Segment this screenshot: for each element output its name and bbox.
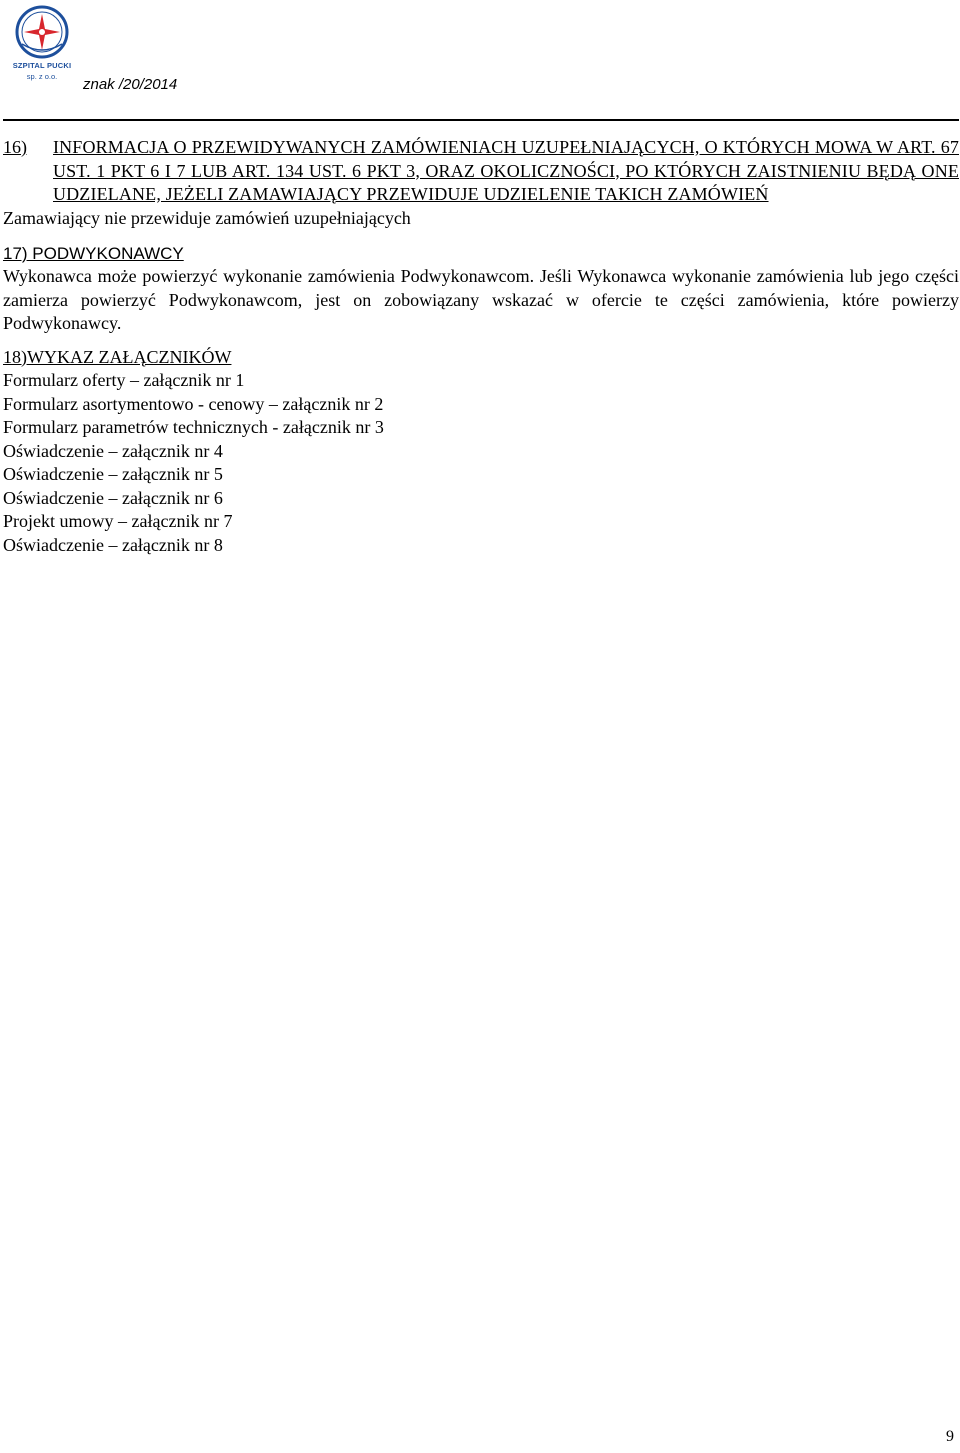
document-body (3, 136, 959, 557)
section-16-title: INFORMACJA O PRZEWIDYWANYCH ZAMÓWIENIACH UZUPEŁNIAJĄCYCH, O KTÓRYCH MOWA W ART. 67 UST. 1 PKT 6 I 7 LUB ART. 134 UST. 6 PKT 3, ORAZ OKOLICZNOŚCI, PO KTÓRYCH ZAISTNIENIU BĘDĄ ONE UDZIELANE, JEŻELI ZAMAWIAJĄCY PRZEWIDUJE UDZIELENIE TAKICH ZAMÓWIEŃ (53, 137, 959, 204)
list-item: Projekt umowy – załącznik nr 7 (3, 511, 233, 531)
list-item: Oświadczenie – załącznik nr 6 (3, 487, 223, 508)
logo-subtitle: sp. z o.o. (26, 72, 58, 81)
attachments-list (3, 369, 959, 557)
section-17-body: Wykonawca może powierzyć wykonanie zamówienia Podwykonawcom. Jeśli Wykonawca wykonanie zamówienia lub jego części zamierza powierzyć Podwykonawcom, jest on zobowiązany wskazać w ofercie te części zamówienia, które powierzy Podwykonawcy. (3, 266, 959, 333)
section-16-number: 16) (3, 137, 27, 157)
reference-number: znak /20/2014 (83, 76, 178, 93)
section-16-heading (3, 136, 959, 207)
page-number: 9 (946, 1428, 954, 1445)
section-17-heading: 17) PODWYKONAWCY (3, 244, 184, 263)
header-divider (3, 119, 959, 121)
section-16-body: Zamawiający nie przewiduje zamówień uzupełniających (3, 207, 411, 228)
list-item: Formularz parametrów technicznych - załącznik nr 3 (3, 417, 384, 437)
list-item: Formularz oferty – załącznik nr 1 (3, 370, 245, 390)
hospital-logo (8, 4, 76, 84)
list-item: Formularz asortymentowo - cenowy – załącznik nr 2 (3, 393, 384, 414)
list-item: Oświadczenie – załącznik nr 4 (3, 440, 223, 461)
hospital-logo-icon (8, 4, 76, 62)
section-18-heading: 18)WYKAZ ZAŁĄCZNIKÓW (3, 346, 232, 367)
list-item: Oświadczenie – załącznik nr 8 (3, 534, 223, 555)
list-item: Oświadczenie – załącznik nr 5 (3, 464, 223, 484)
logo-name: SZPITAL PUCKI (12, 61, 72, 70)
